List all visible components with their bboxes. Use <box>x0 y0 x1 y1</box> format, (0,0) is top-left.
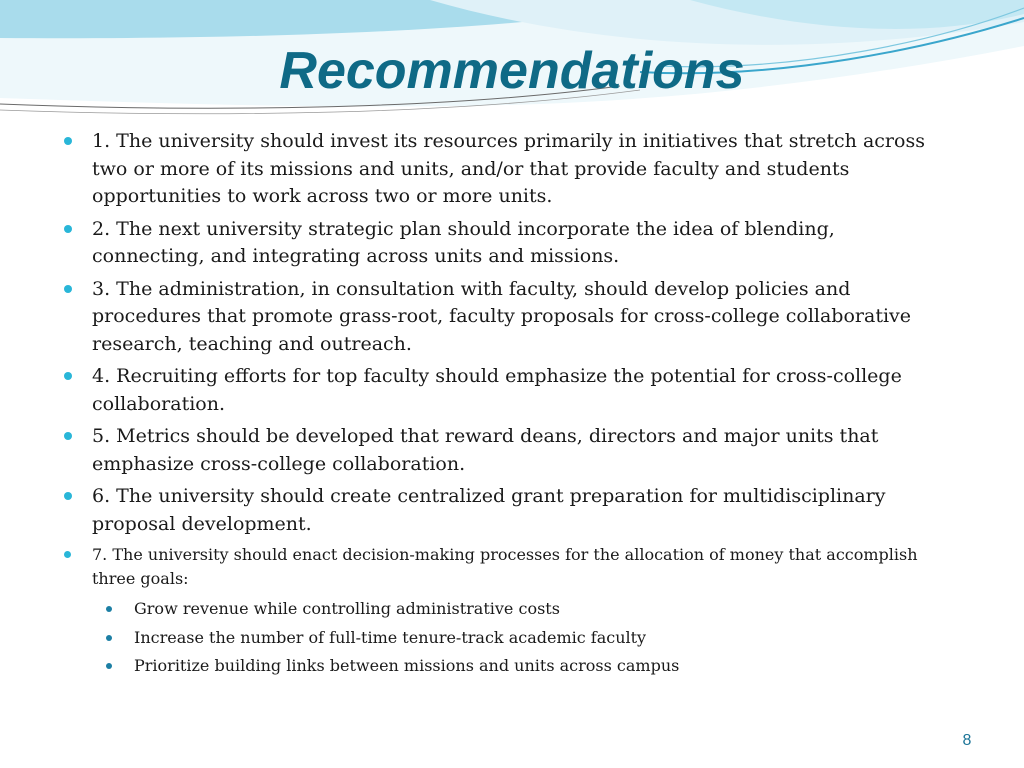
list-item: 7. The university should enact decision-making processes for the allocation of money that accomplish three goals: <box>62 543 942 591</box>
slide-title: Recommendations <box>279 42 745 100</box>
sub-list-item: Prioritize building links between missions and units across campus <box>104 652 942 681</box>
list-item: 3. The administration, in consultation with faculty, should develop policies and procedures that promote grass-root, faculty proposals for cross-college collaborative research, teaching and outreach. <box>62 276 942 359</box>
sub-list-item: Grow revenue while controlling administrative costs <box>104 595 942 624</box>
list-item: 2. The next university strategic plan should incorporate the idea of blending, connecting, and integrating across units and missions. <box>62 216 942 271</box>
page-number: 8 <box>962 732 972 749</box>
list-item: 4. Recruiting efforts for top faculty should emphasize the potential for cross-college collaboration. <box>62 363 942 418</box>
list-item: 5. Metrics should be developed that reward deans, directors and major units that emphasize cross-college collaboration. <box>62 423 942 478</box>
sub-list-item: Increase the number of full-time tenure-track academic faculty <box>104 624 942 653</box>
recommendations-list <box>62 128 942 681</box>
list-item: 6. The university should create centralized grant preparation for multidisciplinary proposal development. <box>62 483 942 538</box>
list-item: 1. The university should invest its resources primarily in initiatives that stretch across two or more of its missions and units, and/or that provide faculty and students opportunities to work across two or more units. <box>62 128 942 211</box>
